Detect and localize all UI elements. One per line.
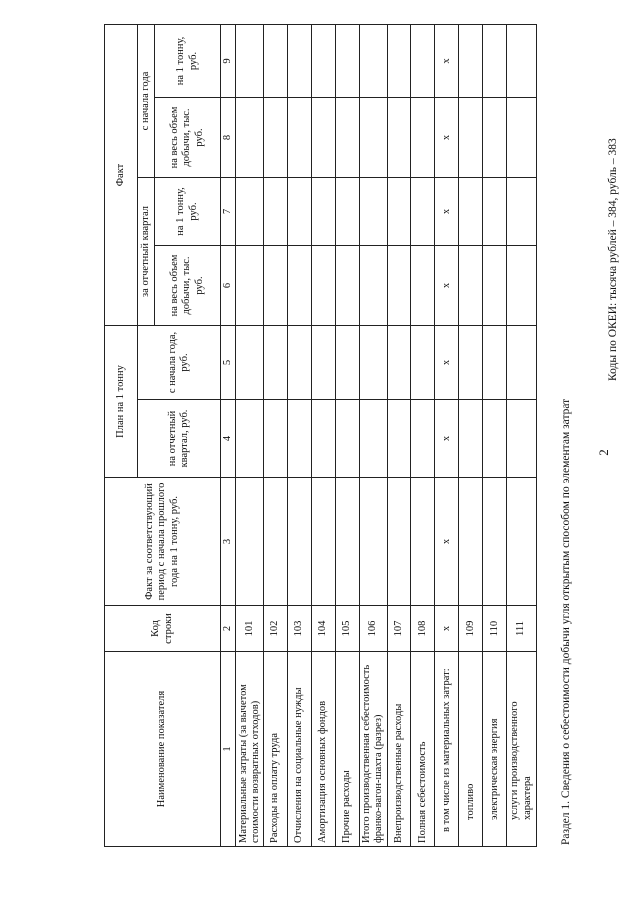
table-row: [335, 24, 359, 846]
header-plan-ytd: с начала года, руб.: [138, 325, 221, 399]
cell-value: [507, 24, 537, 97]
column-number: 6: [221, 245, 236, 325]
row-name: Расходы на оплату труда: [264, 652, 288, 847]
cell-value: [483, 325, 507, 399]
row-code: 103: [287, 606, 311, 652]
row-code: 107: [387, 606, 411, 652]
cell-value: [264, 177, 288, 245]
cell-value: [236, 24, 264, 97]
cell-value: [264, 245, 288, 325]
cell-value: [411, 177, 435, 245]
cell-value: [387, 245, 411, 325]
cell-value: [387, 325, 411, 399]
row-name: Отчисления на социальные нужды: [287, 652, 311, 847]
cell-value: [411, 245, 435, 325]
header-fact-quarter: за отчетный квартал: [138, 177, 155, 325]
header-name: Наименование показателя: [105, 652, 221, 847]
table-row: [459, 24, 483, 846]
cell-value: [287, 245, 311, 325]
cell-value: [387, 400, 411, 478]
cell-value: [359, 245, 387, 325]
cell-value: [311, 325, 335, 399]
cell-value: [507, 97, 537, 177]
header-fact-ytd-per-ton: на 1 тонну, руб.: [155, 24, 221, 97]
cell-value: [459, 245, 483, 325]
cell-value: [287, 325, 311, 399]
cell-value: x: [435, 97, 459, 177]
cell-value: [287, 478, 311, 606]
header-code: Код строки: [105, 606, 221, 652]
cell-value: [359, 177, 387, 245]
section-title: Раздел 1. Сведения о себестоимости добычи угля открытым способом по элементам затрат: [560, 398, 572, 845]
cell-value: [311, 97, 335, 177]
cell-value: [335, 325, 359, 399]
table-row: [287, 24, 311, 846]
header-fact: Факт: [105, 24, 138, 325]
cell-value: [236, 97, 264, 177]
cost-table: [104, 24, 537, 847]
cell-value: x: [435, 400, 459, 478]
page-number: 2: [596, 449, 611, 456]
header-fact-ytd-total: на весь объем добычи, тыс. руб.: [155, 97, 221, 177]
cell-value: [287, 24, 311, 97]
row-code: 106: [359, 606, 387, 652]
okei-codes-note: Коды по ОКЕИ: тысяча рублей – 384, рубль – 383: [607, 138, 619, 381]
table-row: [483, 24, 507, 846]
column-number: 1: [221, 652, 236, 847]
column-number-row: [221, 24, 236, 846]
row-code: 109: [459, 606, 483, 652]
cell-value: [236, 325, 264, 399]
cell-value: [507, 325, 537, 399]
cell-value: [483, 245, 507, 325]
cell-value: [483, 97, 507, 177]
row-name: Прочие расходы: [335, 652, 359, 847]
row-name: Итого производственная себестоимость франко-вагон-шахта (разрез): [359, 652, 387, 847]
cell-value: [459, 24, 483, 97]
header-fact-quarter-total: на весь объем добычи, тыс. руб.: [155, 245, 221, 325]
row-code: 108: [411, 606, 435, 652]
header-fact-ytd: с начала года: [138, 24, 155, 177]
cell-value: [335, 177, 359, 245]
cell-value: [311, 245, 335, 325]
header-plan: План на 1 тонну: [105, 325, 138, 477]
cell-value: [507, 478, 537, 606]
column-number: 8: [221, 97, 236, 177]
cell-value: [387, 24, 411, 97]
table-row: [264, 24, 288, 846]
table-row: [387, 24, 411, 846]
cell-value: [387, 177, 411, 245]
row-name: Внепроизводственные расходы: [387, 652, 411, 847]
row-code: 101: [236, 606, 264, 652]
cell-value: [483, 400, 507, 478]
cell-value: [359, 325, 387, 399]
cell-value: x: [435, 24, 459, 97]
row-name: Материальные затраты (за вычетом стоимости возвратных отходов): [236, 652, 264, 847]
cell-value: [264, 478, 288, 606]
column-number: 2: [221, 606, 236, 652]
cell-value: [507, 177, 537, 245]
cell-value: [359, 24, 387, 97]
column-number: 7: [221, 177, 236, 245]
cell-value: [411, 24, 435, 97]
row-name: топливо: [459, 652, 483, 847]
cell-value: [264, 97, 288, 177]
cell-value: [459, 325, 483, 399]
cell-value: [483, 24, 507, 97]
cell-value: [411, 325, 435, 399]
cell-value: [236, 245, 264, 325]
cell-value: [483, 177, 507, 245]
cell-value: x: [435, 325, 459, 399]
table-row: [236, 24, 264, 846]
cell-value: [411, 97, 435, 177]
cell-value: x: [435, 177, 459, 245]
cell-value: [411, 400, 435, 478]
row-name: электрическая энергия: [483, 652, 507, 847]
cell-value: [287, 177, 311, 245]
cell-value: [359, 400, 387, 478]
cell-value: [459, 177, 483, 245]
row-name: в том числе из материальных затрат:: [435, 652, 459, 847]
cell-value: [236, 400, 264, 478]
row-code: 102: [264, 606, 288, 652]
table-row: [435, 24, 459, 846]
row-name: Полная себестоимость: [411, 652, 435, 847]
cell-value: [507, 400, 537, 478]
row-code: 111: [507, 606, 537, 652]
column-number: 9: [221, 24, 236, 97]
cell-value: [236, 478, 264, 606]
cell-value: [264, 24, 288, 97]
cell-value: [459, 97, 483, 177]
header-plan-quarter: на отчетный квартал, руб.: [138, 400, 221, 478]
column-number: 4: [221, 400, 236, 478]
cell-value: [335, 245, 359, 325]
row-code: 110: [483, 606, 507, 652]
row-name: услуги производственного характера: [507, 652, 537, 847]
table-row: [411, 24, 435, 846]
header-fact-prev: Факт за соответствующий период с начала прошлого года на 1 тонну, руб.: [105, 478, 221, 606]
cell-value: [311, 177, 335, 245]
cell-value: [335, 400, 359, 478]
cell-value: x: [435, 478, 459, 606]
cell-value: [387, 97, 411, 177]
row-code: x: [435, 606, 459, 652]
cell-value: [507, 245, 537, 325]
table-row: [507, 24, 537, 846]
cell-value: [264, 400, 288, 478]
cell-value: [459, 400, 483, 478]
cell-value: [335, 478, 359, 606]
table-row: [359, 24, 387, 846]
cell-value: [359, 478, 387, 606]
cell-value: [335, 24, 359, 97]
cell-value: [264, 325, 288, 399]
cell-value: [411, 478, 435, 606]
cell-value: [459, 478, 483, 606]
cell-value: [311, 24, 335, 97]
cell-value: x: [435, 245, 459, 325]
cell-value: [287, 97, 311, 177]
table-row: [311, 24, 335, 846]
row-name: Амортизация основных фондов: [311, 652, 335, 847]
cell-value: [483, 478, 507, 606]
header-fact-quarter-per-ton: на 1 тонну, руб.: [155, 177, 221, 245]
cell-value: [359, 97, 387, 177]
column-number: 5: [221, 325, 236, 399]
cell-value: [287, 400, 311, 478]
column-number: 3: [221, 478, 236, 606]
cell-value: [236, 177, 264, 245]
cell-value: [335, 97, 359, 177]
row-code: 105: [335, 606, 359, 652]
row-code: 104: [311, 606, 335, 652]
cell-value: [311, 400, 335, 478]
cell-value: [387, 478, 411, 606]
cell-value: [311, 478, 335, 606]
